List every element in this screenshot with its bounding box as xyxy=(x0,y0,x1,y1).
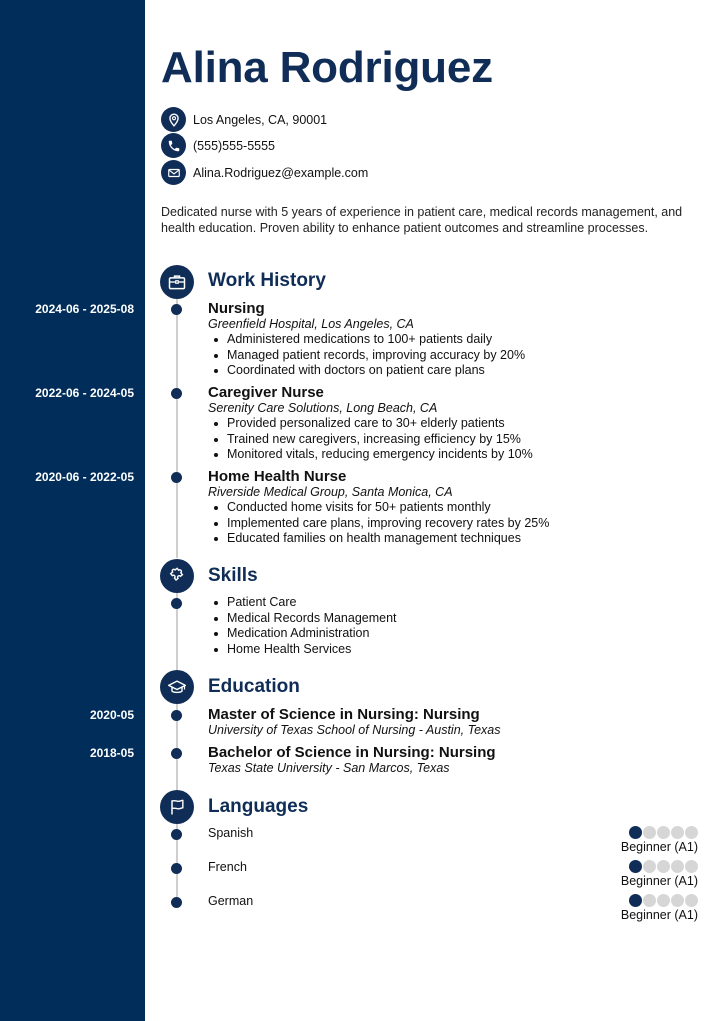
language-name: French xyxy=(208,860,247,874)
section-title-education: Education xyxy=(208,676,300,697)
language-level: Beginner (A1) xyxy=(620,874,698,888)
rating-dot-empty xyxy=(657,860,670,873)
left-sidebar xyxy=(0,0,145,1021)
section-title-skills: Skills xyxy=(208,565,258,586)
degree-title: Master of Science in Nursing: Nursing xyxy=(208,706,480,723)
job-title: Nursing xyxy=(208,300,265,317)
school-name: Texas State University - San Marcos, Texas xyxy=(208,761,450,775)
language-level: Beginner (A1) xyxy=(620,840,698,854)
location-pin-icon xyxy=(161,107,186,132)
job-bullet: Provided personalized care to 30+ elderly patients xyxy=(208,416,688,432)
job-bullet: Administered medications to 100+ patients daily xyxy=(208,332,688,348)
envelope-icon xyxy=(161,160,186,185)
timeline-dot xyxy=(171,748,182,759)
rating-dots xyxy=(618,894,698,907)
graduation-cap-icon xyxy=(160,670,194,704)
rating-dot-empty xyxy=(657,826,670,839)
contact-phone xyxy=(161,133,275,158)
rating-dot-filled xyxy=(629,826,642,839)
rating-dots xyxy=(618,860,698,873)
skills-list xyxy=(208,595,688,657)
phone-text: (555)555-5555 xyxy=(193,138,276,153)
rating-dot-empty xyxy=(671,894,684,907)
skill-item: Patient Care xyxy=(208,595,688,611)
rating-dot-empty xyxy=(643,894,656,907)
skill-item: Home Health Services xyxy=(208,642,688,658)
education-entry xyxy=(208,744,688,776)
education-date: 2020-05 xyxy=(89,708,134,722)
job-bullet: Monitored vitals, reducing emergency incidents by 10% xyxy=(208,447,688,463)
job-bullet: Implemented care plans, improving recovery rates by 25% xyxy=(208,516,688,532)
skill-item: Medication Administration xyxy=(208,626,688,642)
job-employer: Greenfield Hospital, Los Angeles, CA xyxy=(208,317,414,331)
rating-dot-empty xyxy=(657,894,670,907)
job-employer: Serenity Care Solutions, Long Beach, CA xyxy=(208,401,438,415)
job-dates: 2024-06 - 2025-08 xyxy=(35,302,134,316)
education-entry xyxy=(208,706,688,738)
job-entry xyxy=(208,384,688,463)
rating-dot-filled xyxy=(629,894,642,907)
rating-dots xyxy=(618,826,698,839)
school-name: University of Texas School of Nursing - Austin, Texas xyxy=(208,723,501,737)
job-entry xyxy=(208,468,688,547)
candidate-name: Alina Rodriguez xyxy=(161,43,493,92)
section-title-work-history: Work History xyxy=(208,270,326,291)
job-bullet: Conducted home visits for 50+ patients monthly xyxy=(208,500,688,516)
job-dates: 2020-06 - 2022-05 xyxy=(35,470,134,484)
job-bullets xyxy=(208,332,688,379)
contact-location xyxy=(161,107,327,132)
briefcase-icon xyxy=(160,265,194,299)
skill-item: Medical Records Management xyxy=(208,611,688,627)
degree-title: Bachelor of Science in Nursing: Nursing xyxy=(208,744,496,761)
rating-dot-filled xyxy=(629,860,642,873)
job-bullet: Trained new caregivers, increasing efficiency by 15% xyxy=(208,432,688,448)
timeline-dot xyxy=(171,863,182,874)
rating-dot-empty xyxy=(671,860,684,873)
language-rating xyxy=(618,826,698,854)
language-rating xyxy=(618,860,698,888)
rating-dot-empty xyxy=(685,860,698,873)
rating-dot-empty xyxy=(643,860,656,873)
job-bullet: Managed patient records, improving accuracy by 20% xyxy=(208,348,688,364)
timeline-dot xyxy=(171,829,182,840)
timeline-dot xyxy=(171,472,182,483)
job-employer: Riverside Medical Group, Santa Monica, CA xyxy=(208,485,453,499)
skills-list-container xyxy=(208,595,688,657)
section-title-languages: Languages xyxy=(208,796,309,817)
job-bullet: Coordinated with doctors on patient care plans xyxy=(208,363,688,379)
job-title: Caregiver Nurse xyxy=(208,384,324,401)
timeline-dot xyxy=(171,598,182,609)
language-level: Beginner (A1) xyxy=(620,908,698,922)
professional-summary: Dedicated nurse with 5 years of experience in patient care, medical records management, and health education. Proven ability to enhance patient outcomes and streamline processes. xyxy=(161,205,683,235)
timeline-dot xyxy=(171,897,182,908)
flag-icon xyxy=(160,790,194,824)
language-rating xyxy=(618,894,698,922)
email-text: Alina.Rodriguez@example.com xyxy=(193,165,369,180)
phone-icon xyxy=(161,133,186,158)
job-bullet: Educated families on health management techniques xyxy=(208,531,688,547)
language-name: Spanish xyxy=(208,826,254,840)
job-title: Home Health Nurse xyxy=(208,468,347,485)
job-dates: 2022-06 - 2024-05 xyxy=(35,386,134,400)
contact-email xyxy=(161,160,368,185)
timeline-dot xyxy=(171,388,182,399)
timeline-dot xyxy=(171,304,182,315)
puzzle-piece-icon xyxy=(160,559,194,593)
job-entry xyxy=(208,300,688,379)
job-bullets xyxy=(208,416,688,463)
rating-dot-empty xyxy=(685,894,698,907)
rating-dot-empty xyxy=(685,826,698,839)
timeline-line-work xyxy=(176,290,178,558)
education-date: 2018-05 xyxy=(89,746,134,760)
rating-dot-empty xyxy=(671,826,684,839)
language-name: German xyxy=(208,894,254,908)
timeline-dot xyxy=(171,710,182,721)
job-bullets xyxy=(208,500,688,547)
rating-dot-empty xyxy=(643,826,656,839)
location-text: Los Angeles, CA, 90001 xyxy=(193,112,328,127)
